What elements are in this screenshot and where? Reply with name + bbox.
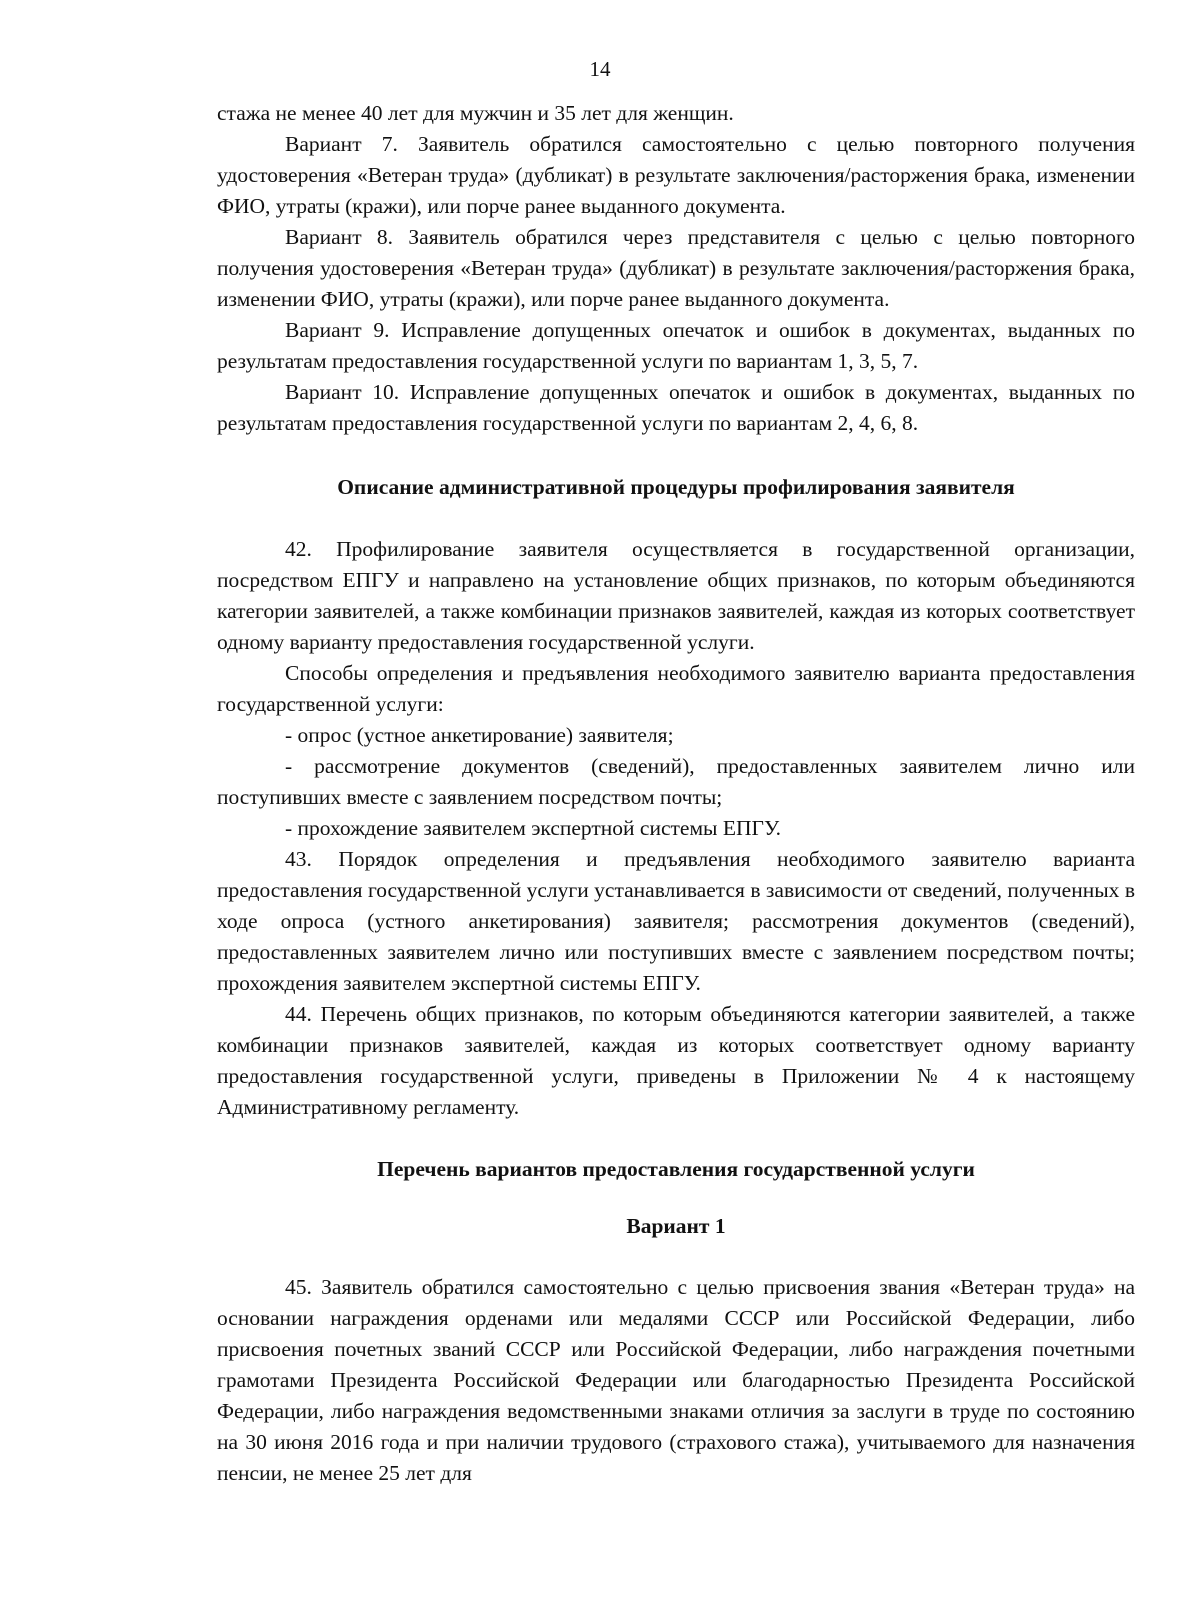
- spacer: [217, 439, 1135, 472]
- spacer: [217, 503, 1135, 534]
- list-item-documents: - рассмотрение документов (сведений), предоставленных заявителем лично или поступивших вместе с заявлением посредством почты;: [217, 754, 1135, 809]
- document-body: [217, 98, 1135, 1489]
- list-item-survey: - опрос (устное анкетирование) заявителя;: [285, 723, 674, 747]
- page-number: 14: [589, 57, 611, 81]
- paragraph-variant-8: Вариант 8. Заявитель обратился через представителя с целью с целью повторного получения удостоверения «Ветеран труда» (дубликат) в результате заключения/расторжения брака, изменении ФИО, утраты (кражи), или порче ранее выданного документа.: [217, 225, 1135, 311]
- spacer: [217, 1242, 1135, 1272]
- paragraph-43: 43. Порядок определения и предъявления необходимого заявителю варианта предоставления государственной услуги устанавливается в зависимости от сведений, полученных в ходе опроса (устного анкетирования) заявителя; рассмотрения документов (сведений), предоставленных заявителем лично или поступивших вместе с заявлением посредством почты; прохождения заявителем экспертной системы ЕПГУ.: [217, 847, 1135, 995]
- paragraph-variant-7: Вариант 7. Заявитель обратился самостоятельно с целью повторного получения удостоверения «Ветеран труда» (дубликат) в результате заключения/расторжения брака, изменении ФИО, утраты (кражи), или порче ранее выданного документа.: [217, 132, 1135, 218]
- section-heading-variants-list: Перечень вариантов предоставления государственной услуги: [377, 1157, 975, 1181]
- paragraph-methods: Способы определения и предъявления необходимого заявителю варианта предоставления государственной услуги:: [217, 661, 1135, 716]
- section-heading-variant-1: Вариант 1: [626, 1214, 726, 1238]
- section-heading-profiling: Описание административной процедуры профилирования заявителя: [337, 475, 1015, 499]
- paragraph-variant-10: Вариант 10. Исправление допущенных опечаток и ошибок в документах, выданных по результатам предоставления государственной услуги по вариантам 2, 4, 6, 8.: [217, 380, 1135, 435]
- paragraph-continuation: стажа не менее 40 лет для мужчин и 35 лет для женщин.: [217, 101, 734, 125]
- paragraph-variant-9: Вариант 9. Исправление допущенных опечаток и ошибок в документах, выданных по результатам предоставления государственной услуги по вариантам 1, 3, 5, 7.: [217, 318, 1135, 373]
- list-item-expert-system: - прохождение заявителем экспертной системы ЕПГУ.: [285, 816, 782, 840]
- spacer: [217, 1185, 1135, 1211]
- paragraph-42: 42. Профилирование заявителя осуществляется в государственной организации, посредством ЕПГУ и направлено на установление общих признаков, по которым объединяются категории заявителей, а также комбинации признаков заявителей, каждая из которых соответствует одному варианту предоставления государственной услуги.: [217, 537, 1135, 654]
- paragraph-45: 45. Заявитель обратился самостоятельно с целью присвоения звания «Ветеран труда» на основании награждения орденами или медалями СССР или Российской Федерации, либо присвоения почетных званий СССР или Российской Федерации, либо награждения почетными грамотами Президента Российской Федерации или благодарностью Президента Российской Федерации, либо награждения ведомственными знаками отличия за заслуги в труде по состоянию на 30 июня 2016 года и при наличии трудового (страхового стажа), учитываемого для назначения пенсии, не менее 25 лет для: [217, 1275, 1135, 1485]
- spacer: [217, 1123, 1135, 1154]
- paragraph-44: 44. Перечень общих признаков, по которым объединяются категории заявителей, а также комбинации признаков заявителей, каждая из которых соответствует одному варианту предоставления государственной услуги, приведены в Приложении № 4 к настоящему Административному регламенту.: [217, 1002, 1135, 1119]
